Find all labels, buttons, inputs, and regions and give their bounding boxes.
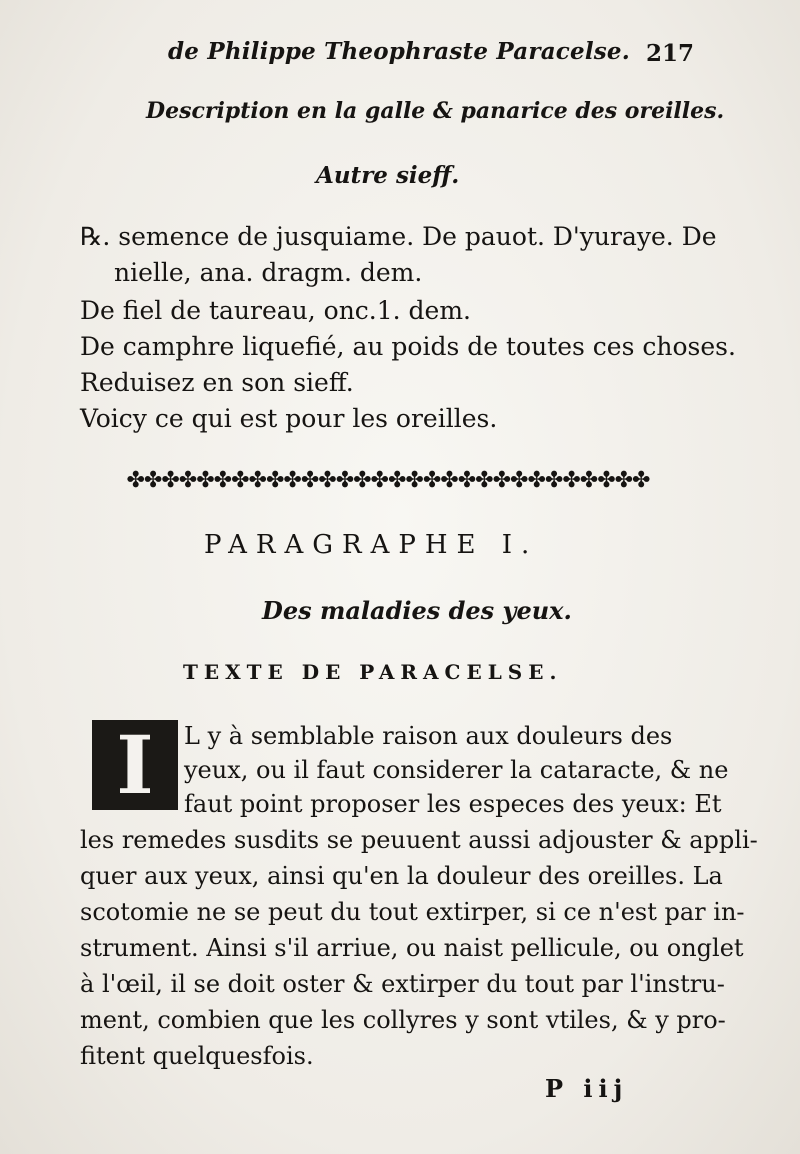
decorated-initial: I	[92, 720, 178, 810]
body-line: scotomie ne se peut du tout extirper, si ce n'est par in-	[80, 898, 745, 926]
body-line: les remedes susdits se peuuent aussi adjouster & appli-	[80, 826, 758, 854]
body-line: strument. Ainsi s'il arriue, ou naist pellicule, ou onglet	[80, 934, 744, 962]
recipe-line: ℞. semence de jusquiame. De pauot. D'yuraye. De	[80, 222, 717, 251]
paragraph-title: Des maladies des yeux.	[262, 596, 572, 625]
body-line: fitent quelquesfois.	[80, 1042, 314, 1070]
recipe-line: nielle, ana. dragm. dem.	[114, 258, 423, 287]
running-title: de Philippe Theophraste Paracelse.	[168, 38, 630, 65]
section-subtitle: Description en la galle & panarice des oreilles.	[146, 98, 725, 124]
body-line: faut point proposer les especes des yeux: Et	[184, 790, 722, 818]
recipe-line: Voicy ce qui est pour les oreilles.	[80, 404, 498, 433]
body-line: yeux, ou il faut considerer la cataracte, & ne	[184, 756, 729, 784]
page-number: 217	[646, 40, 695, 67]
body-line: quer aux yeux, ainsi qu'en la douleur des oreilles. La	[80, 862, 723, 890]
body-line: ment, combien que les collyres y sont vtiles, & y pro-	[80, 1006, 726, 1034]
recipe-line: De fiel de taureau, onc.1. dem.	[80, 296, 471, 325]
fleuron-ornament-band: ✤✤✤✤✤✤✤✤✤✤✤✤✤✤✤✤✤✤✤✤✤✤✤✤✤✤✤✤✤✤	[126, 468, 650, 493]
text-label: TEXTE DE PARACELSE.	[183, 660, 563, 684]
recipe-line: De camphre liquefié, au poids de toutes ces choses.	[80, 332, 736, 361]
recipe-line: Reduisez en son sieff.	[80, 368, 354, 397]
signature-mark: P iij	[545, 1074, 629, 1103]
recipe-title: Autre sieff.	[316, 162, 460, 189]
body-line: à l'œil, il se doit oster & extirper du tout par l'instru-	[80, 970, 725, 998]
paragraph-heading: PARAGRAPHE I.	[204, 530, 539, 560]
body-line: L y à semblable raison aux douleurs des	[184, 722, 673, 750]
